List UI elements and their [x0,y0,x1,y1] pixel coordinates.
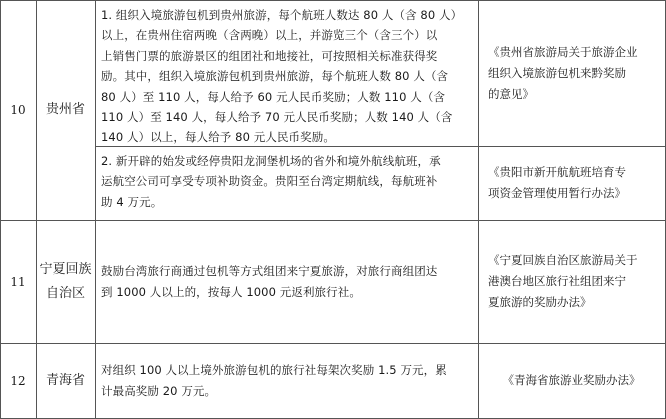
policy-source [478,220,665,343]
policy-source [478,343,665,418]
province-name: 贵州省 [45,102,85,117]
source-line: 项资金管理使用暂行办法》 [488,186,626,200]
policy-line: 140 人）以上，每人给予 80 元人民币奖励。 [101,130,335,145]
policy-text [95,146,478,220]
policy-source [478,146,665,220]
policy-line: 80 人）至 110 人，每人给予 60 元人民币奖励；人数 110 人（含 [101,89,446,104]
policy-line: 鼓励台湾旅行商通过包机等方式组团来宁夏旅游，对旅行商组团达 [101,264,438,279]
row-number: 12 [10,373,26,388]
source-line: 组织入境旅游包机来黔奖励 [488,65,626,80]
policy-line: 助 4 万元。 [101,194,163,209]
policy-text [95,0,478,146]
policy-line: 110 人）至 140 人，每人给予 70 元人民币奖励；人数 140 人（含 [101,110,453,125]
source-line: 《宁夏回族自治区旅游局关于 [488,253,638,267]
policy-line: 运航空公司可享受专项补助资金。贵阳至台湾定期航线，每航班补 [101,174,438,189]
row-number: 11 [10,274,26,289]
policy-line: 以上，在贵州住宿两晚（含两晚）以上，并游览三个（含三个）以 [101,28,438,43]
policy-source [478,0,665,146]
source-line: 《青海省旅游业奖励办法》 [502,373,641,387]
province-name [36,220,95,343]
policy-line: 计最高奖励 20 万元。 [101,383,217,398]
policy-line: 到 1000 人以上的，按每人 1000 元返利旅行社。 [101,284,361,299]
province-line: 自治区 [45,285,85,301]
row-number: 10 [10,103,26,117]
source-line: 《贵州省旅游局关于旅游企业 [488,44,638,59]
source-line: 港澳台地区旅行社组团来宁 [488,274,626,288]
policy-line: 励。其中，组织入境旅游包机到贵州旅游，每个航班人数 80 人（含 [101,69,449,84]
policy-line: 2. 新开辟的始发或经停贵阳龙洞堡机场的省外和境外航线航班，承 [101,154,441,168]
policy-line: 对组织 100 人以上境外旅游包机的旅行社每架次奖励 1.5 万元，累 [101,363,447,378]
source-line: 《贵阳市新开航航班培育专 [488,165,626,179]
province-name: 青海省 [45,372,85,388]
source-line: 的意见》 [488,86,534,101]
policy-text [95,343,478,418]
policy-line: 1. 组织入境旅游包机到贵州旅游，每个航班人数达 80 人（含 80 人） [101,8,463,22]
source-line: 夏旅游的奖励办法》 [488,295,592,309]
policy-text [95,220,478,343]
province-line: 宁夏回族 [39,261,92,277]
policy-line: 上销售门票的旅游景区的组团社和地接社，可按照相关标准获得奖 [101,48,438,63]
